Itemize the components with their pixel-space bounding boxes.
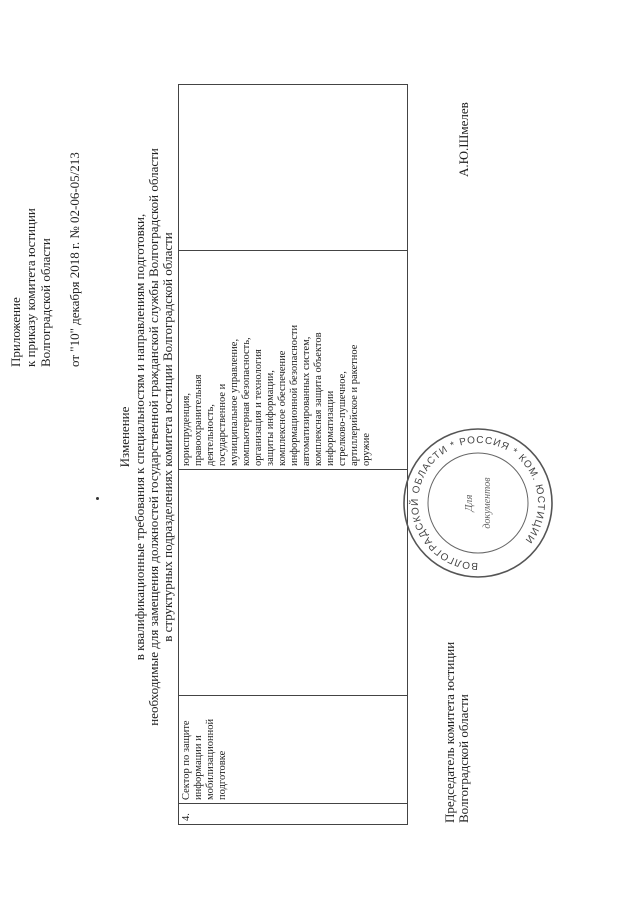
specialty-line: правоохранительная	[193, 374, 204, 466]
appendix-order-ref: к приказу комитета юстиции	[23, 208, 38, 367]
seal-center-top: Для	[463, 494, 475, 512]
appendix-label: Приложение	[8, 297, 23, 367]
seal-outer-ring	[404, 429, 552, 577]
specialty-line: государственное и	[217, 383, 228, 466]
signatory-name: А.Ю.Шмелев	[456, 102, 471, 177]
specialty-line: юриспруденция,	[181, 392, 192, 466]
specialty-line: комплексная защита объектов	[313, 332, 324, 466]
specialty-line: защиты информации,	[265, 370, 276, 466]
row-number-cell	[179, 804, 408, 825]
signatory-position	[443, 583, 471, 823]
specialty-line: организация и технология	[253, 349, 264, 466]
title-line-2: в квалификационные требования к специальностям и направлениям подготовки,	[132, 213, 147, 661]
specialty-line: деятельность,	[205, 404, 216, 466]
department-cell	[179, 696, 408, 804]
appendix-block	[8, 37, 82, 367]
stray-mark	[96, 497, 99, 500]
title-line-4: в структурных подразделениях комитета юстиции Волгоградской области	[160, 232, 175, 642]
specialty-line: информационной безопасности	[289, 324, 300, 466]
specialty-line: оружие	[361, 432, 372, 466]
specialty-line: муниципальное управление,	[229, 338, 240, 466]
empty-cell	[179, 470, 408, 696]
specialties-cell	[179, 251, 408, 470]
seal-ring-text: ВОЛГОГРАДСКОЙ ОБЛАСТИ * РОССИЯ * КОМ. ЮСТИЦИИ	[409, 434, 547, 572]
appendix-region: Волгоградской области	[38, 238, 53, 367]
seal-inner-ring	[428, 453, 528, 553]
seal-center-bottom: документов	[482, 477, 493, 529]
position-line: Волгоградской области	[456, 694, 471, 823]
requirements-table	[178, 84, 408, 825]
row-number: 4.	[181, 813, 192, 821]
title-heading: Изменение	[117, 406, 132, 468]
official-seal	[398, 423, 558, 583]
document-title	[118, 87, 175, 787]
department-line: подготовке	[217, 750, 228, 800]
specialty-line: артиллерийское и ракетное	[349, 344, 360, 466]
specialty-line: комплексное обеспечение	[277, 350, 288, 466]
title-line-3: необходимые для замещения должностей государственной гражданской службы Волгоградской области	[146, 148, 161, 726]
department-line: Сектор по защите	[181, 720, 192, 800]
specialty-line: компьютерная безопасность,	[241, 337, 252, 466]
empty-cell	[179, 85, 408, 251]
specialty-line: автоматизированных систем,	[301, 336, 312, 466]
specialty-line: стрелково-пушечное,	[337, 371, 348, 466]
department-line: мобилизационной	[205, 718, 216, 800]
table-row	[179, 85, 408, 825]
appendix-date-number: от "10" декабря 2018 г. № 02-06-05/213	[67, 152, 82, 367]
position-line: Председатель комитета юстиции	[442, 641, 457, 823]
specialty-line: информатизации	[325, 390, 336, 466]
department-line: информации и	[193, 735, 204, 800]
